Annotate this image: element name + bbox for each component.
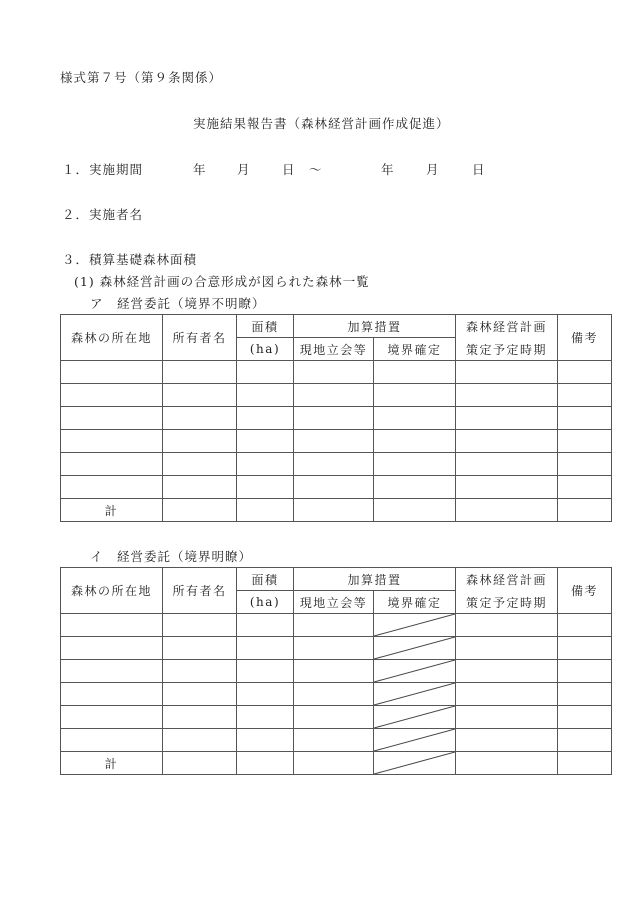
table-cell[interactable] bbox=[237, 407, 294, 430]
table-cell[interactable] bbox=[456, 407, 558, 430]
table-cell[interactable] bbox=[163, 407, 237, 430]
table-cell[interactable] bbox=[558, 683, 612, 706]
table-cell[interactable] bbox=[237, 683, 294, 706]
table-row bbox=[61, 683, 612, 706]
strike-line bbox=[374, 683, 455, 705]
struck-cell bbox=[374, 614, 456, 637]
table-cell[interactable] bbox=[294, 499, 374, 522]
table-cell[interactable] bbox=[294, 407, 374, 430]
header-plan-timing bbox=[456, 315, 558, 361]
table-cell[interactable] bbox=[558, 637, 612, 660]
header-onsite: 現地立会等 bbox=[294, 338, 374, 361]
header-measures: 加算措置 bbox=[294, 568, 456, 591]
table-1-caption: ア 経営委託（境界不明瞭） bbox=[90, 296, 266, 311]
table-cell[interactable] bbox=[237, 430, 294, 453]
header-area-unit: (ha) bbox=[237, 591, 294, 614]
table-cell[interactable] bbox=[163, 384, 237, 407]
table-cell[interactable] bbox=[237, 729, 294, 752]
struck-cell bbox=[374, 683, 456, 706]
table-cell[interactable] bbox=[558, 361, 612, 384]
table-cell[interactable] bbox=[374, 407, 456, 430]
table-row bbox=[61, 384, 612, 407]
table-cell[interactable] bbox=[61, 706, 163, 729]
header-plan-line1: 森林経営計画 bbox=[465, 572, 547, 587]
table-cell[interactable] bbox=[456, 729, 558, 752]
table-cell[interactable] bbox=[558, 476, 612, 499]
table-cell[interactable] bbox=[456, 706, 558, 729]
header-area: 面積 bbox=[237, 568, 294, 591]
strike-line bbox=[374, 614, 455, 636]
period-tilde: ～ bbox=[309, 162, 323, 177]
struck-cell bbox=[374, 752, 456, 775]
table-cell[interactable] bbox=[163, 752, 237, 775]
table-cell[interactable] bbox=[163, 453, 237, 476]
table-cell[interactable] bbox=[163, 637, 237, 660]
table-cell[interactable] bbox=[558, 430, 612, 453]
end-month: 月 bbox=[426, 162, 440, 177]
table-cell[interactable] bbox=[374, 499, 456, 522]
table-cell[interactable] bbox=[237, 499, 294, 522]
table-cell[interactable] bbox=[374, 384, 456, 407]
table-cell[interactable] bbox=[294, 614, 374, 637]
header-plan-line2: 策定予定時期 bbox=[465, 595, 547, 610]
table-cell[interactable] bbox=[237, 752, 294, 775]
table-cell[interactable] bbox=[558, 660, 612, 683]
strike-line bbox=[374, 706, 455, 728]
table-cell[interactable] bbox=[374, 476, 456, 499]
table-row bbox=[61, 637, 612, 660]
table-cell[interactable] bbox=[456, 430, 558, 453]
table-cell[interactable] bbox=[237, 637, 294, 660]
total-row bbox=[61, 499, 612, 522]
table-cell[interactable] bbox=[61, 361, 163, 384]
start-day: 日 bbox=[282, 162, 296, 177]
table-cell[interactable] bbox=[237, 361, 294, 384]
struck-cell bbox=[374, 729, 456, 752]
header-onsite: 現地立会等 bbox=[294, 591, 374, 614]
table-cell[interactable] bbox=[61, 430, 163, 453]
table-cell[interactable] bbox=[456, 660, 558, 683]
table-cell[interactable] bbox=[558, 453, 612, 476]
table-2-caption: イ 経営委託（境界明瞭） bbox=[90, 549, 253, 564]
table-row bbox=[61, 476, 612, 499]
table-row bbox=[61, 706, 612, 729]
table-cell[interactable] bbox=[374, 361, 456, 384]
header-boundary: 境界確定 bbox=[374, 591, 456, 614]
total-row bbox=[61, 752, 612, 775]
header-plan-timing bbox=[456, 568, 558, 614]
table-cell[interactable] bbox=[294, 706, 374, 729]
header-boundary: 境界確定 bbox=[374, 338, 456, 361]
table-cell[interactable] bbox=[237, 453, 294, 476]
table-row bbox=[61, 614, 612, 637]
table-cell[interactable] bbox=[237, 614, 294, 637]
table-cell[interactable] bbox=[294, 752, 374, 775]
header-area: 面積 bbox=[237, 315, 294, 338]
table-cell[interactable] bbox=[237, 384, 294, 407]
section-3-label: ３．積算基礎森林面積 bbox=[62, 252, 198, 267]
table-cell[interactable] bbox=[558, 752, 612, 775]
end-year: 年 bbox=[381, 162, 395, 177]
table-cell[interactable] bbox=[163, 430, 237, 453]
total-label: 計 bbox=[61, 752, 163, 775]
table-cell[interactable] bbox=[294, 430, 374, 453]
table-row bbox=[61, 453, 612, 476]
table-cell[interactable] bbox=[294, 683, 374, 706]
strike-line bbox=[374, 660, 455, 682]
table-row bbox=[61, 729, 612, 752]
forest-table-clear-boundary bbox=[60, 567, 612, 775]
table-cell[interactable] bbox=[456, 361, 558, 384]
table-cell[interactable] bbox=[61, 683, 163, 706]
table-row bbox=[61, 660, 612, 683]
table-cell[interactable] bbox=[558, 407, 612, 430]
table-cell[interactable] bbox=[374, 453, 456, 476]
table-row bbox=[61, 430, 612, 453]
section-1-label: １．実施期間 bbox=[62, 162, 144, 177]
table-cell[interactable] bbox=[558, 706, 612, 729]
strike-line bbox=[374, 752, 455, 774]
table-cell[interactable] bbox=[294, 729, 374, 752]
header-plan-line2: 策定予定時期 bbox=[465, 342, 547, 357]
table-cell[interactable] bbox=[163, 614, 237, 637]
header-location: 森林の所在地 bbox=[61, 568, 163, 614]
header-remarks: 備考 bbox=[558, 315, 612, 361]
table-cell[interactable] bbox=[456, 476, 558, 499]
table-cell[interactable] bbox=[163, 499, 237, 522]
table-cell[interactable] bbox=[163, 683, 237, 706]
table-cell[interactable] bbox=[237, 660, 294, 683]
table-cell[interactable] bbox=[374, 430, 456, 453]
table-cell[interactable] bbox=[61, 660, 163, 683]
table-cell[interactable] bbox=[163, 660, 237, 683]
start-month: 月 bbox=[237, 162, 251, 177]
header-measures: 加算措置 bbox=[294, 315, 456, 338]
header-owner: 所有者名 bbox=[163, 315, 237, 361]
table-cell[interactable] bbox=[558, 384, 612, 407]
table-cell[interactable] bbox=[294, 637, 374, 660]
struck-cell bbox=[374, 706, 456, 729]
table-cell[interactable] bbox=[294, 476, 374, 499]
table-cell[interactable] bbox=[456, 637, 558, 660]
table-cell[interactable] bbox=[61, 476, 163, 499]
table-cell[interactable] bbox=[237, 476, 294, 499]
document-title: 実施結果報告書（森林経営計画作成促進） bbox=[193, 116, 450, 131]
form-number: 様式第７号（第９条関係） bbox=[60, 70, 223, 85]
table-cell[interactable] bbox=[456, 499, 558, 522]
table-cell[interactable] bbox=[456, 683, 558, 706]
strike-line bbox=[374, 637, 455, 659]
header-location: 森林の所在地 bbox=[61, 315, 163, 361]
strike-line bbox=[374, 729, 455, 751]
section-3-sub1: (1) 森林経営計画の合意形成が図られた森林一覧 bbox=[74, 274, 370, 289]
table-cell[interactable] bbox=[61, 637, 163, 660]
table-cell[interactable] bbox=[294, 660, 374, 683]
table-cell[interactable] bbox=[456, 752, 558, 775]
struck-cell bbox=[374, 637, 456, 660]
start-year: 年 bbox=[193, 162, 207, 177]
table-cell[interactable] bbox=[456, 384, 558, 407]
table-cell[interactable] bbox=[294, 453, 374, 476]
table-cell[interactable] bbox=[558, 499, 612, 522]
table-cell[interactable] bbox=[163, 729, 237, 752]
forest-table-unclear-boundary bbox=[60, 314, 612, 522]
table-cell[interactable] bbox=[294, 384, 374, 407]
table-cell[interactable] bbox=[237, 706, 294, 729]
table-cell[interactable] bbox=[163, 706, 237, 729]
section-2-label: ２．実施者名 bbox=[62, 207, 144, 222]
table-cell[interactable] bbox=[163, 361, 237, 384]
table-cell[interactable] bbox=[558, 729, 612, 752]
total-label: 計 bbox=[61, 499, 163, 522]
table-cell[interactable] bbox=[558, 614, 612, 637]
table-cell[interactable] bbox=[456, 614, 558, 637]
header-remarks: 備考 bbox=[558, 568, 612, 614]
table-cell[interactable] bbox=[61, 614, 163, 637]
table-cell[interactable] bbox=[61, 453, 163, 476]
end-day: 日 bbox=[472, 162, 486, 177]
header-plan-line1: 森林経営計画 bbox=[465, 319, 547, 334]
table-cell[interactable] bbox=[61, 729, 163, 752]
table-cell[interactable] bbox=[61, 384, 163, 407]
table-cell[interactable] bbox=[456, 453, 558, 476]
table-cell[interactable] bbox=[61, 407, 163, 430]
table-cell[interactable] bbox=[163, 476, 237, 499]
table-row bbox=[61, 407, 612, 430]
table-row bbox=[61, 361, 612, 384]
struck-cell bbox=[374, 660, 456, 683]
header-area-unit: (ha) bbox=[237, 338, 294, 361]
table-cell[interactable] bbox=[294, 361, 374, 384]
header-owner: 所有者名 bbox=[163, 568, 237, 614]
